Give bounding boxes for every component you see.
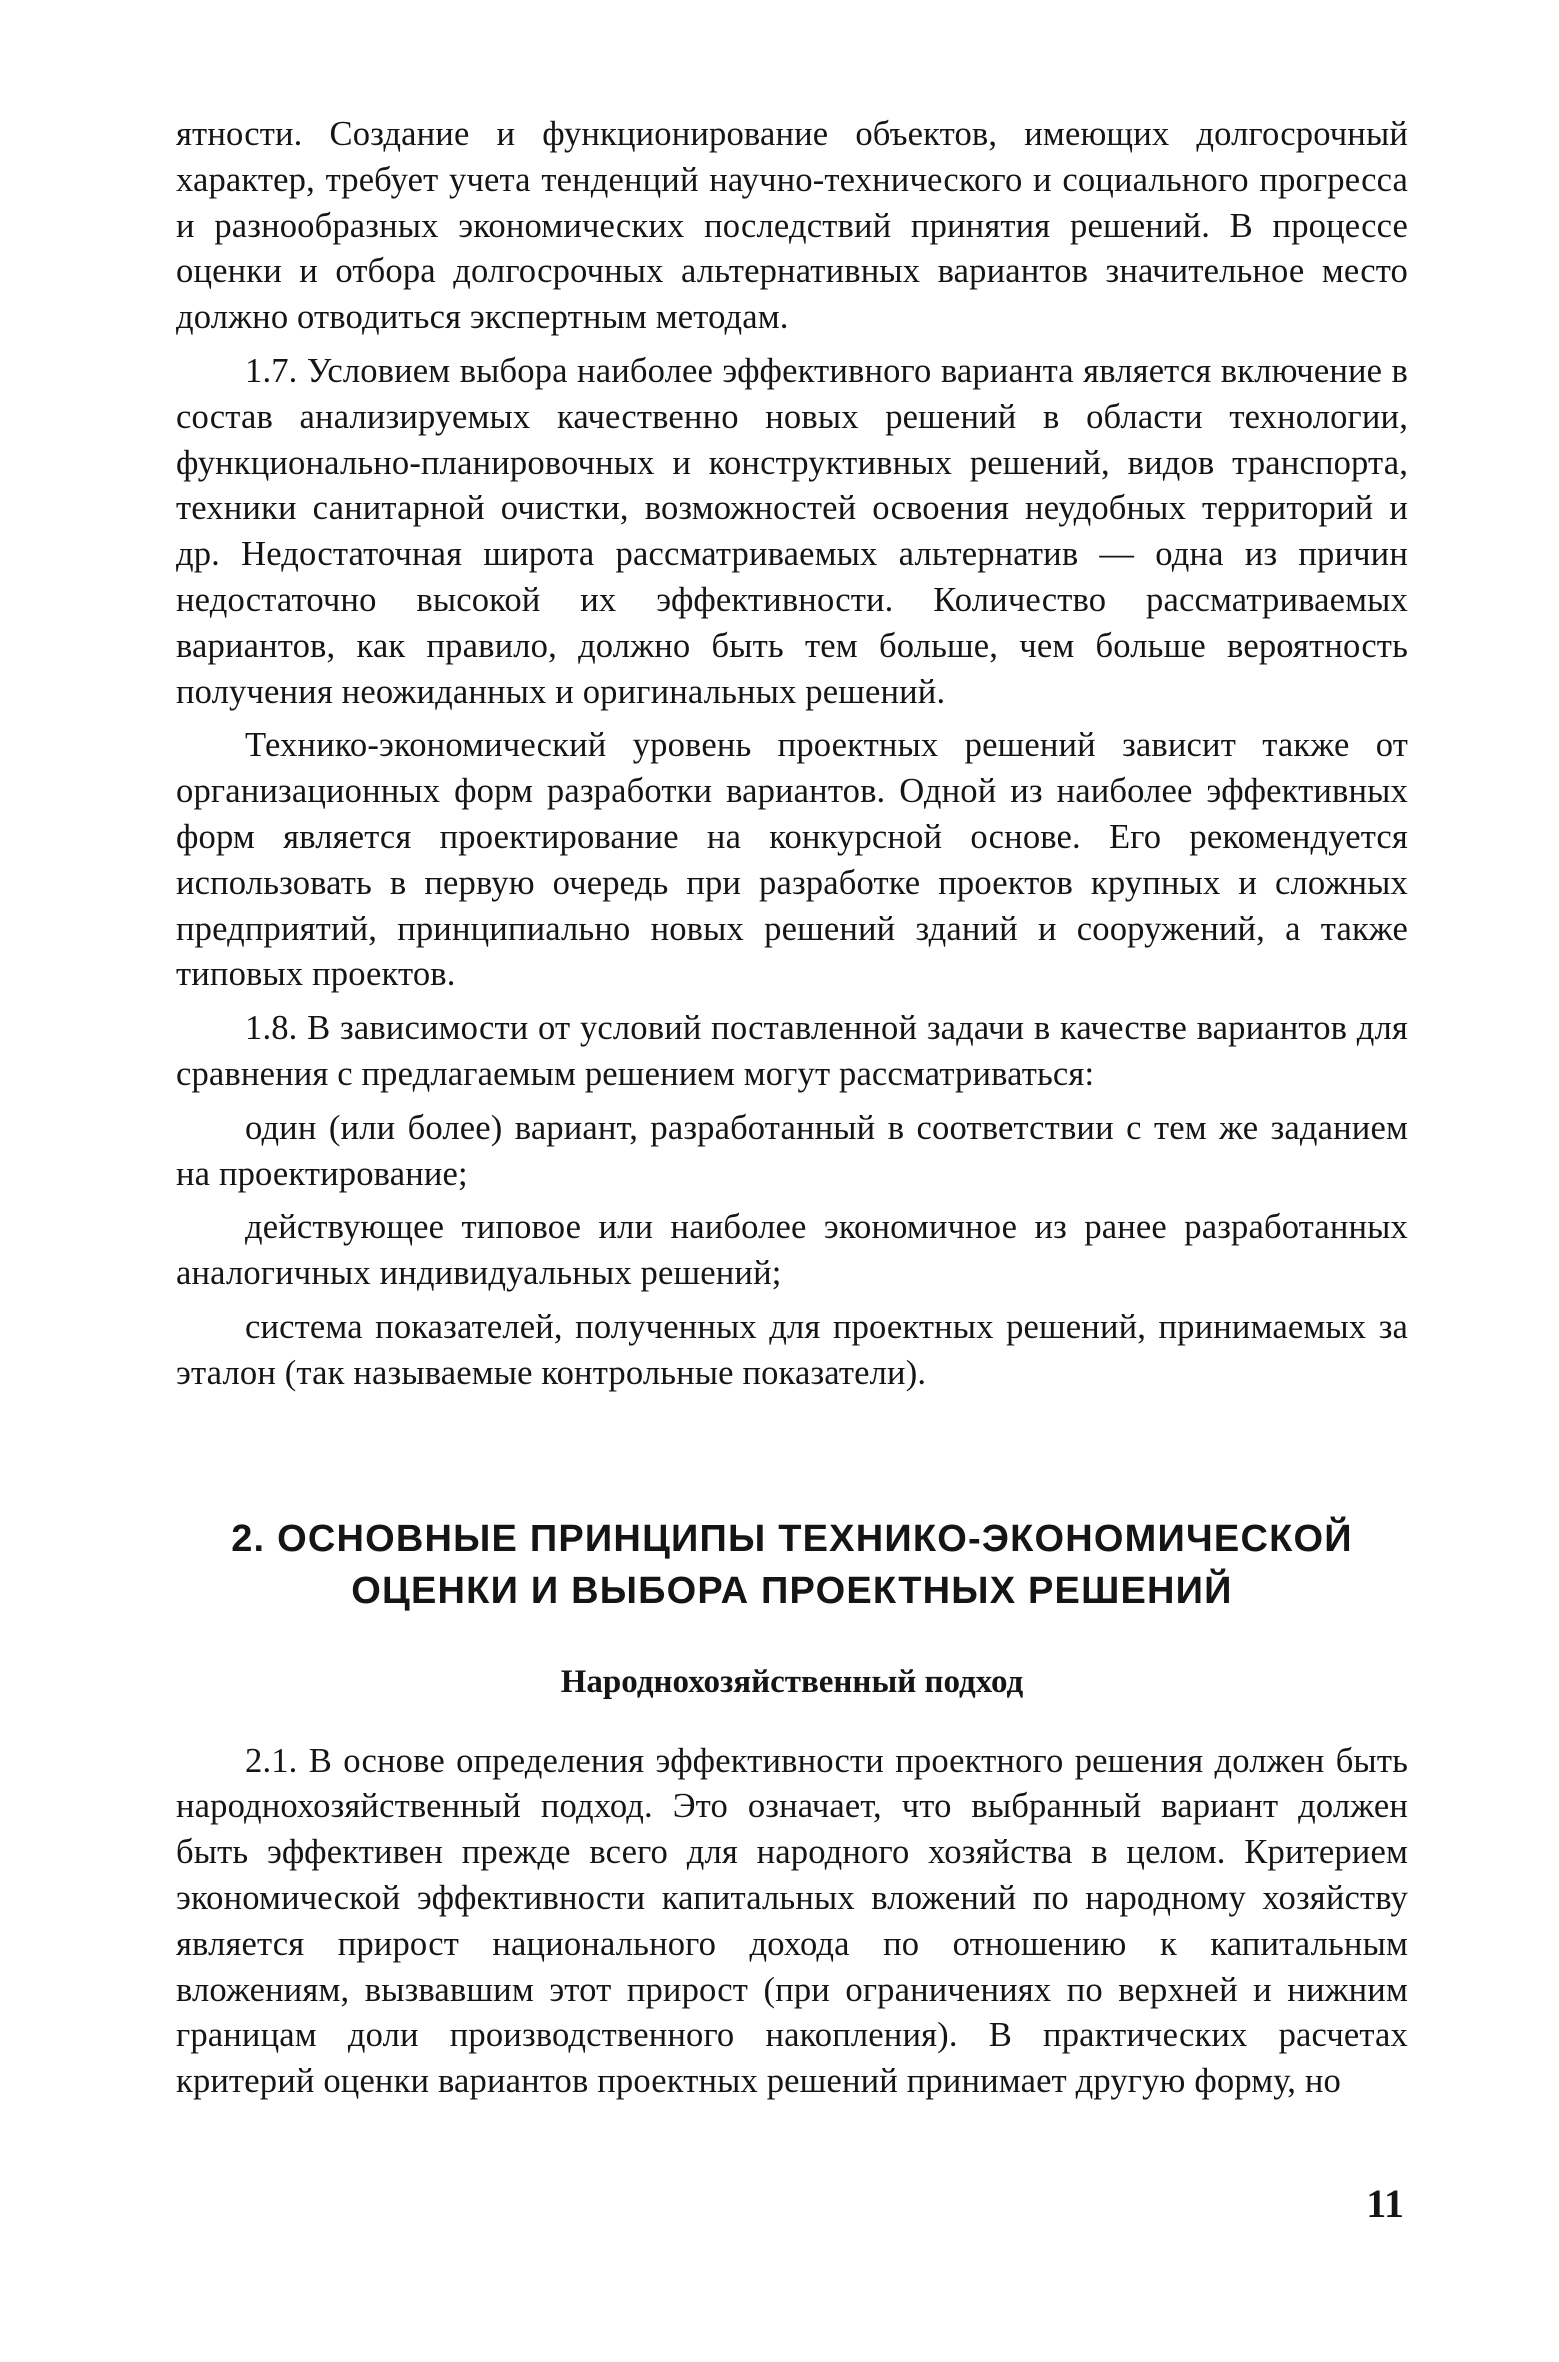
paragraph-competition: Технико-экономический уровень проектных решений зависит также от организационных форм разработки вариантов. Одной из наиболее эффективных форм является проектирование на конкурсной основе. Его рекомендуется использовать в первую очередь при разработке проектов крупных и сложных предприятий, принципиально новых решений зданий и сооружений, а также типовых проектов. — [176, 726, 1408, 994]
list-item-indicators: система показателей, полученных для проектных решений, принимаемых за эталон (так называемые контрольные показатели). — [176, 1307, 1408, 1392]
list-item-typical: действующее типовое или наиболее экономичное из ранее разработанных аналогичных индивидуальных решений; — [176, 1208, 1408, 1293]
section-heading — [176, 1513, 1408, 1617]
section-heading-line-2: ОЦЕНКИ И ВЫБОРА ПРОЕКТНЫХ РЕШЕНИЙ — [351, 1569, 1233, 1612]
paragraph-1-7: 1.7. Условием выбора наиболее эффективного варианта является включение в состав анализируемых качественно новых решений в области технологии, функционально-планировочных и конструктивных решений, видов транспорта, техники санитарной очистки, возможностей освоения неудобных территорий и др. Недостаточная широта рассматриваемых альтернатив — одна из причин недостаточно высокой их эффективности. Количество рассматриваемых вариантов, как правило, должно быть тем больше, чем больше вероятность получения неожиданных и оригинальных решений. — [176, 351, 1408, 711]
subheading: Народнохозяйственный подход — [560, 1663, 1024, 1700]
paragraph-1-8: 1.8. В зависимости от условий поставленной задачи в качестве вариантов для сравнения с предлагаемым решением могут рассматриваться: — [176, 1009, 1408, 1093]
list-item-variant: один (или более) вариант, разработанный в соответствии с тем же заданием на проектирование; — [176, 1108, 1408, 1193]
section-heading-line-1: 2. ОСНОВНЫЕ ПРИНЦИПЫ ТЕХНИКО-ЭКОНОМИЧЕСКОЙ — [231, 1517, 1353, 1560]
document-page — [176, 112, 1408, 2105]
paragraph-continuation: ятности. Создание и функционирование объектов, имеющих долгосрочный характер, требует учета тенденций научно-технического и социального прогресса и разнообразных экономических последствий принятия решений. В процессе оценки и отбора долгосрочных альтернативных вариантов значительное место должно отводиться экспертным методам. — [176, 115, 1408, 337]
paragraph-2-1: 2.1. В основе определения эффективности проектного решения должен быть народнохозяйственный подход. Это означает, что выбранный вариант должен быть эффективен прежде всего для народного хозяйства в целом. Критерием экономической эффективности капитальных вложений по народному хозяйству является прирост национального дохода по отношению к капитальным вложениям, вызвавшим этот прирост (при ограничениях по верхней и нижним границам доли производственного накопления). В практических расчетах критерий оценки вариантов проектных решений принимает другую форму, но — [176, 1741, 1408, 2101]
page-number: 11 — [1366, 2181, 1404, 2226]
